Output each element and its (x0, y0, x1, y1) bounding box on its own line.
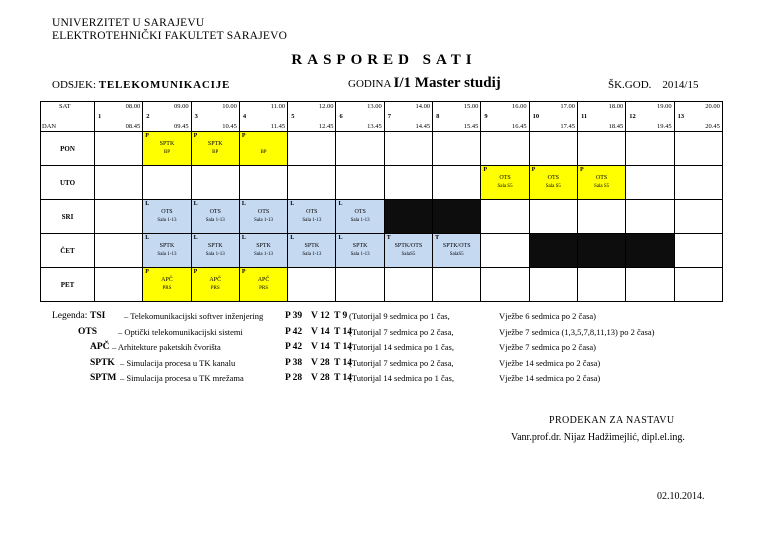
legend-lectures: P 42 (285, 326, 303, 337)
empty-cell (336, 166, 384, 200)
course-code: SPTK (207, 243, 223, 249)
slot-start-time: 11.00 (270, 103, 286, 110)
empty-cell (577, 132, 625, 166)
legend-course-name: – Arhitekture paketskih čvorišta (112, 342, 221, 352)
slot-number: 13 (677, 113, 685, 120)
empty-cell (626, 166, 674, 200)
course-code: SPTK (159, 243, 175, 249)
class-cell (336, 200, 384, 234)
slot-number: 12 (629, 113, 636, 120)
slot-end-time: 11.45 (270, 123, 286, 130)
empty-cell (674, 268, 722, 302)
signature-name: Vanr.prof.dr. Nijaz Hadžimejlić, dipl.el.ing. (511, 432, 685, 443)
day-label: UTO (41, 166, 95, 200)
empty-cell (481, 200, 529, 234)
slot-start-time: 08.00 (125, 103, 141, 110)
empty-cell (384, 132, 432, 166)
day-label: ČET (41, 234, 95, 268)
room: BP (260, 150, 267, 155)
class-cell (143, 132, 191, 166)
class-cell (143, 234, 191, 268)
empty-cell (95, 132, 143, 166)
legend-exercise-detail: Vježbe 7 sedmica (1,3,5,7,8,11,13) po 2 časa) (499, 326, 655, 337)
room: Sala 1-13 (350, 218, 370, 223)
department (52, 79, 230, 91)
course-code: SPTK (207, 141, 223, 147)
time-slot-header (239, 102, 287, 132)
empty-cell (674, 234, 722, 268)
slot-end-time: 13.45 (367, 123, 382, 130)
class-cell (577, 166, 625, 200)
class-cell (384, 200, 432, 234)
empty-cell (384, 268, 432, 302)
university-name: UNIVERZITET U SARAJEVU (52, 17, 205, 29)
day-row (41, 268, 723, 302)
class-type: P (145, 133, 149, 139)
room: Sala 1-13 (350, 252, 370, 257)
legend-tutorials: T 9 (334, 311, 348, 321)
institution-header (52, 17, 287, 43)
class-type: L (338, 201, 343, 207)
class-type: L (290, 201, 295, 207)
slot-start-time: 16.00 (512, 103, 527, 110)
empty-cell (143, 166, 191, 200)
course-code: SPTK/OTS (394, 243, 423, 249)
slot-start-time: 12.00 (318, 103, 334, 110)
room: PRS (210, 286, 220, 291)
school-year-label: ŠK.GOD. (608, 79, 652, 91)
legend-tutorials: T 14 (334, 326, 353, 337)
slot-start-time: 19.00 (656, 103, 672, 110)
slot-end-time: 19.45 (656, 123, 672, 130)
class-cell (239, 268, 287, 302)
room: PRS (259, 286, 268, 291)
legend-tutorials: T 14 (334, 357, 353, 368)
empty-cell (336, 268, 384, 302)
room: Sala 1-13 (205, 218, 225, 223)
course-code: OTS (547, 175, 559, 181)
class-cell (288, 234, 336, 268)
class-type: P (241, 133, 246, 139)
legend-exercises: V 28 (311, 373, 330, 383)
empty-cell (481, 132, 529, 166)
class-type: P (241, 269, 246, 275)
room: Sala S5 (594, 184, 610, 189)
class-type: P (531, 167, 536, 173)
legend-tutorial-detail: (Tutorijal 14 sedmica po 1 čas, (349, 342, 454, 352)
room: BP (163, 150, 170, 155)
slot-end-time: 16.45 (512, 123, 527, 130)
slot-end-time: 12.45 (318, 123, 334, 130)
dan-label: DAN (42, 123, 57, 130)
course-code: OTS (306, 209, 318, 215)
empty-cell (529, 268, 577, 302)
empty-cell (191, 166, 239, 200)
empty-cell (529, 132, 577, 166)
sat-dan-corner (41, 102, 95, 132)
day-row (41, 200, 723, 234)
slot-number: 7 (387, 113, 392, 120)
class-type: T (435, 235, 440, 241)
class-type: P (193, 133, 198, 139)
course-code: OTS (257, 209, 270, 215)
empty-cell (239, 166, 287, 200)
class-cell (191, 132, 239, 166)
time-slot-header (191, 102, 239, 132)
empty-cell (481, 234, 529, 268)
legend-tutorial-detail: (Tutorijal 14 sedmica po 1 čas, (349, 373, 454, 383)
class-cell (626, 234, 674, 268)
slot-number: 10 (532, 113, 540, 120)
course-code: SPTK (352, 243, 368, 249)
time-slot-header (577, 102, 625, 132)
class-cell (336, 234, 384, 268)
document-title: RASPORED SATI (291, 52, 477, 68)
time-slot-header (626, 102, 674, 132)
slot-end-time: 09.45 (173, 123, 189, 130)
course-code: OTS (595, 175, 608, 181)
signature-title: PRODEKAN ZA NASTAVU (549, 415, 675, 426)
class-cell (191, 200, 239, 234)
day-row (41, 132, 723, 166)
class-cell (239, 132, 287, 166)
course-code: OTS (499, 175, 511, 181)
course-code: SPTK (304, 243, 320, 249)
legend-abbr: OTS (78, 326, 98, 337)
time-slot-header (384, 102, 432, 132)
legend-tutorials: T 14 (334, 342, 353, 352)
empty-cell (674, 166, 722, 200)
class-type: P (483, 167, 488, 173)
day-row (41, 166, 723, 200)
legend-exercises: V 12 (311, 311, 330, 321)
class-cell (143, 268, 191, 302)
slot-start-time: 15.00 (463, 103, 479, 110)
slot-number: 8 (436, 113, 440, 120)
time-header-row (41, 102, 723, 132)
class-cell (481, 166, 529, 200)
slot-start-time: 17.00 (560, 103, 575, 110)
legend-course-name: – Optički telekomunikacijski sistemi (118, 326, 243, 337)
room: Sala 1-13 (157, 218, 177, 223)
empty-cell (95, 200, 143, 234)
slot-start-time: 10.00 (222, 103, 237, 110)
empty-cell (674, 200, 722, 234)
empty-cell (577, 268, 625, 302)
class-cell (433, 200, 481, 234)
legend-label: Legenda: (52, 311, 88, 321)
time-slot-header (288, 102, 336, 132)
class-cell (191, 234, 239, 268)
class-cell (529, 166, 577, 200)
class-cell (239, 234, 287, 268)
slot-end-time: 18.45 (608, 123, 624, 130)
day-label: SRI (41, 200, 95, 234)
course-code: OTS (161, 209, 173, 215)
class-type: L (241, 201, 246, 207)
slot-end-time: 10.45 (222, 123, 237, 130)
class-cell (577, 234, 625, 268)
legend-lectures: P 39 (285, 311, 303, 321)
legend-tutorial-detail: (Tutorijal 7 sedmica po 2 časa, (349, 326, 454, 337)
empty-cell (336, 132, 384, 166)
room: Sala 1-13 (157, 252, 177, 257)
class-type: T (386, 235, 391, 241)
legend-tutorials: T 14 (334, 373, 353, 383)
empty-cell (95, 268, 143, 302)
slot-start-time: 09.00 (173, 103, 189, 110)
legend-course-name: – Simulacija procesa u TK kanalu (120, 357, 236, 368)
legend-lectures: P 28 (285, 373, 303, 383)
room: Sala 1-13 (254, 218, 274, 223)
class-cell (529, 234, 577, 268)
school-year-value: 2014/15 (662, 79, 699, 91)
slot-start-time: 20.00 (705, 103, 720, 110)
legend-tutorial-detail: (Tutorijal 7 sedmica po 2 časa, (349, 357, 454, 368)
class-cell (384, 234, 432, 268)
day-label: PET (41, 268, 95, 302)
empty-cell (384, 166, 432, 200)
legend-abbr: SPTK (90, 357, 115, 368)
legend-exercises: V 28 (311, 357, 330, 368)
empty-cell (288, 166, 336, 200)
empty-cell (288, 132, 336, 166)
legend-lectures: P 42 (285, 342, 303, 352)
class-type: P (145, 269, 149, 275)
class-type: P (579, 167, 584, 173)
legend-tutorial-detail: (Tutorijal 9 sedmica po 1 čas, (349, 311, 450, 321)
class-type: L (193, 201, 198, 207)
slot-number: 2 (146, 113, 150, 120)
slot-number: 5 (291, 113, 295, 120)
class-cell (288, 200, 336, 234)
time-slot-header (529, 102, 577, 132)
room: BP (212, 150, 219, 155)
class-type: L (193, 235, 198, 241)
legend-abbr: APČ (90, 342, 110, 352)
course-code: OTS (209, 209, 221, 215)
slot-number: 1 (98, 113, 102, 120)
slot-end-time: 17.45 (560, 123, 575, 130)
course-code: SPTK/OTS (442, 243, 471, 249)
time-slot-header (143, 102, 191, 132)
empty-cell (674, 132, 722, 166)
slot-number: 11 (580, 113, 588, 120)
class-type: L (145, 201, 150, 207)
legend-exercise-detail: Vježbe 6 sedmica po 2 časa) (499, 311, 596, 321)
course-code: SPTK (256, 243, 271, 249)
room: Sala 1-13 (302, 218, 322, 223)
class-type: L (145, 235, 150, 241)
room: SalaS5 (401, 252, 416, 257)
slot-end-time: 15.45 (463, 123, 479, 130)
slot-number: 3 (194, 113, 198, 120)
legend-exercises: V 14 (311, 342, 330, 352)
legend-abbr: SPTM (90, 373, 117, 383)
course-code: APČ (209, 277, 222, 283)
class-cell (143, 200, 191, 234)
room: Sala S5 (545, 184, 561, 189)
class-type: P (193, 269, 198, 275)
empty-cell (288, 268, 336, 302)
room: Sala 1-13 (254, 252, 274, 257)
course-code: OTS (354, 209, 366, 215)
room: PRS (162, 286, 172, 291)
day-label: PON (41, 132, 95, 166)
legend-course-name: – Simulacija procesa u TK mrežama (120, 373, 244, 383)
empty-cell (95, 234, 143, 268)
room: Sala S5 (497, 184, 513, 189)
empty-cell (481, 268, 529, 302)
course-code: APČ (257, 277, 270, 283)
empty-cell (626, 268, 674, 302)
time-slot-header (95, 102, 143, 132)
course-code (240, 141, 287, 147)
day-row (41, 234, 723, 268)
room: Sala 1-13 (205, 252, 225, 257)
course-code: APČ (161, 277, 173, 283)
year-label: GODINA (348, 78, 391, 90)
slot-number: 6 (339, 113, 343, 120)
empty-cell (626, 200, 674, 234)
department-label: ODSJEK: (52, 79, 97, 91)
class-cell (191, 268, 239, 302)
time-slot-header (433, 102, 481, 132)
class-type: L (241, 235, 246, 241)
course-code: SPTK (159, 141, 175, 147)
school-year (608, 79, 698, 91)
class-cell (239, 200, 287, 234)
slot-end-time: 14.45 (415, 123, 431, 130)
room: Sala 1-13 (302, 252, 322, 257)
class-cell (433, 234, 481, 268)
empty-cell (433, 166, 481, 200)
class-type: L (338, 235, 343, 241)
slot-start-time: 14.00 (415, 103, 431, 110)
time-slot-header (481, 102, 529, 132)
schedule-table (40, 101, 723, 302)
slot-start-time: 13.00 (367, 103, 382, 110)
legend-exercises: V 14 (311, 326, 330, 337)
slot-end-time: 08.45 (125, 123, 141, 130)
legend-lectures: P 38 (285, 357, 303, 368)
empty-cell (433, 132, 481, 166)
study-year (348, 75, 501, 92)
empty-cell (529, 200, 577, 234)
empty-cell (577, 200, 625, 234)
legend-abbr: TSI (90, 311, 106, 321)
department-value: TELEKOMUNIKACIJE (98, 79, 231, 91)
legend-course-name: – Telekomunikacijski softver inženjering (124, 311, 264, 321)
slot-number: 4 (242, 113, 247, 120)
sat-label: SAT (59, 103, 71, 110)
time-slot-header (674, 102, 722, 132)
class-type: L (290, 235, 295, 241)
slot-end-time: 20.45 (705, 123, 720, 130)
time-slot-header (336, 102, 384, 132)
legend-exercise-detail: Vježbe 14 sedmica po 2 časa) (499, 373, 601, 383)
document-date: 02.10.2014. (657, 491, 705, 502)
room: SalaS5 (449, 252, 464, 257)
legend-exercise-detail: Vježbe 14 sedmica po 2 časa) (499, 357, 601, 368)
legend-exercise-detail: Vježbe 7 sedmica po 2 časa) (499, 342, 596, 352)
year-value: I/1 Master studij (393, 75, 501, 91)
faculty-name: ELEKTROTEHNIČKI FAKULTET SARAJEVO (52, 30, 288, 42)
empty-cell (433, 268, 481, 302)
empty-cell (95, 166, 143, 200)
slot-number: 9 (484, 113, 488, 120)
empty-cell (626, 132, 674, 166)
slot-start-time: 18.00 (608, 103, 624, 110)
